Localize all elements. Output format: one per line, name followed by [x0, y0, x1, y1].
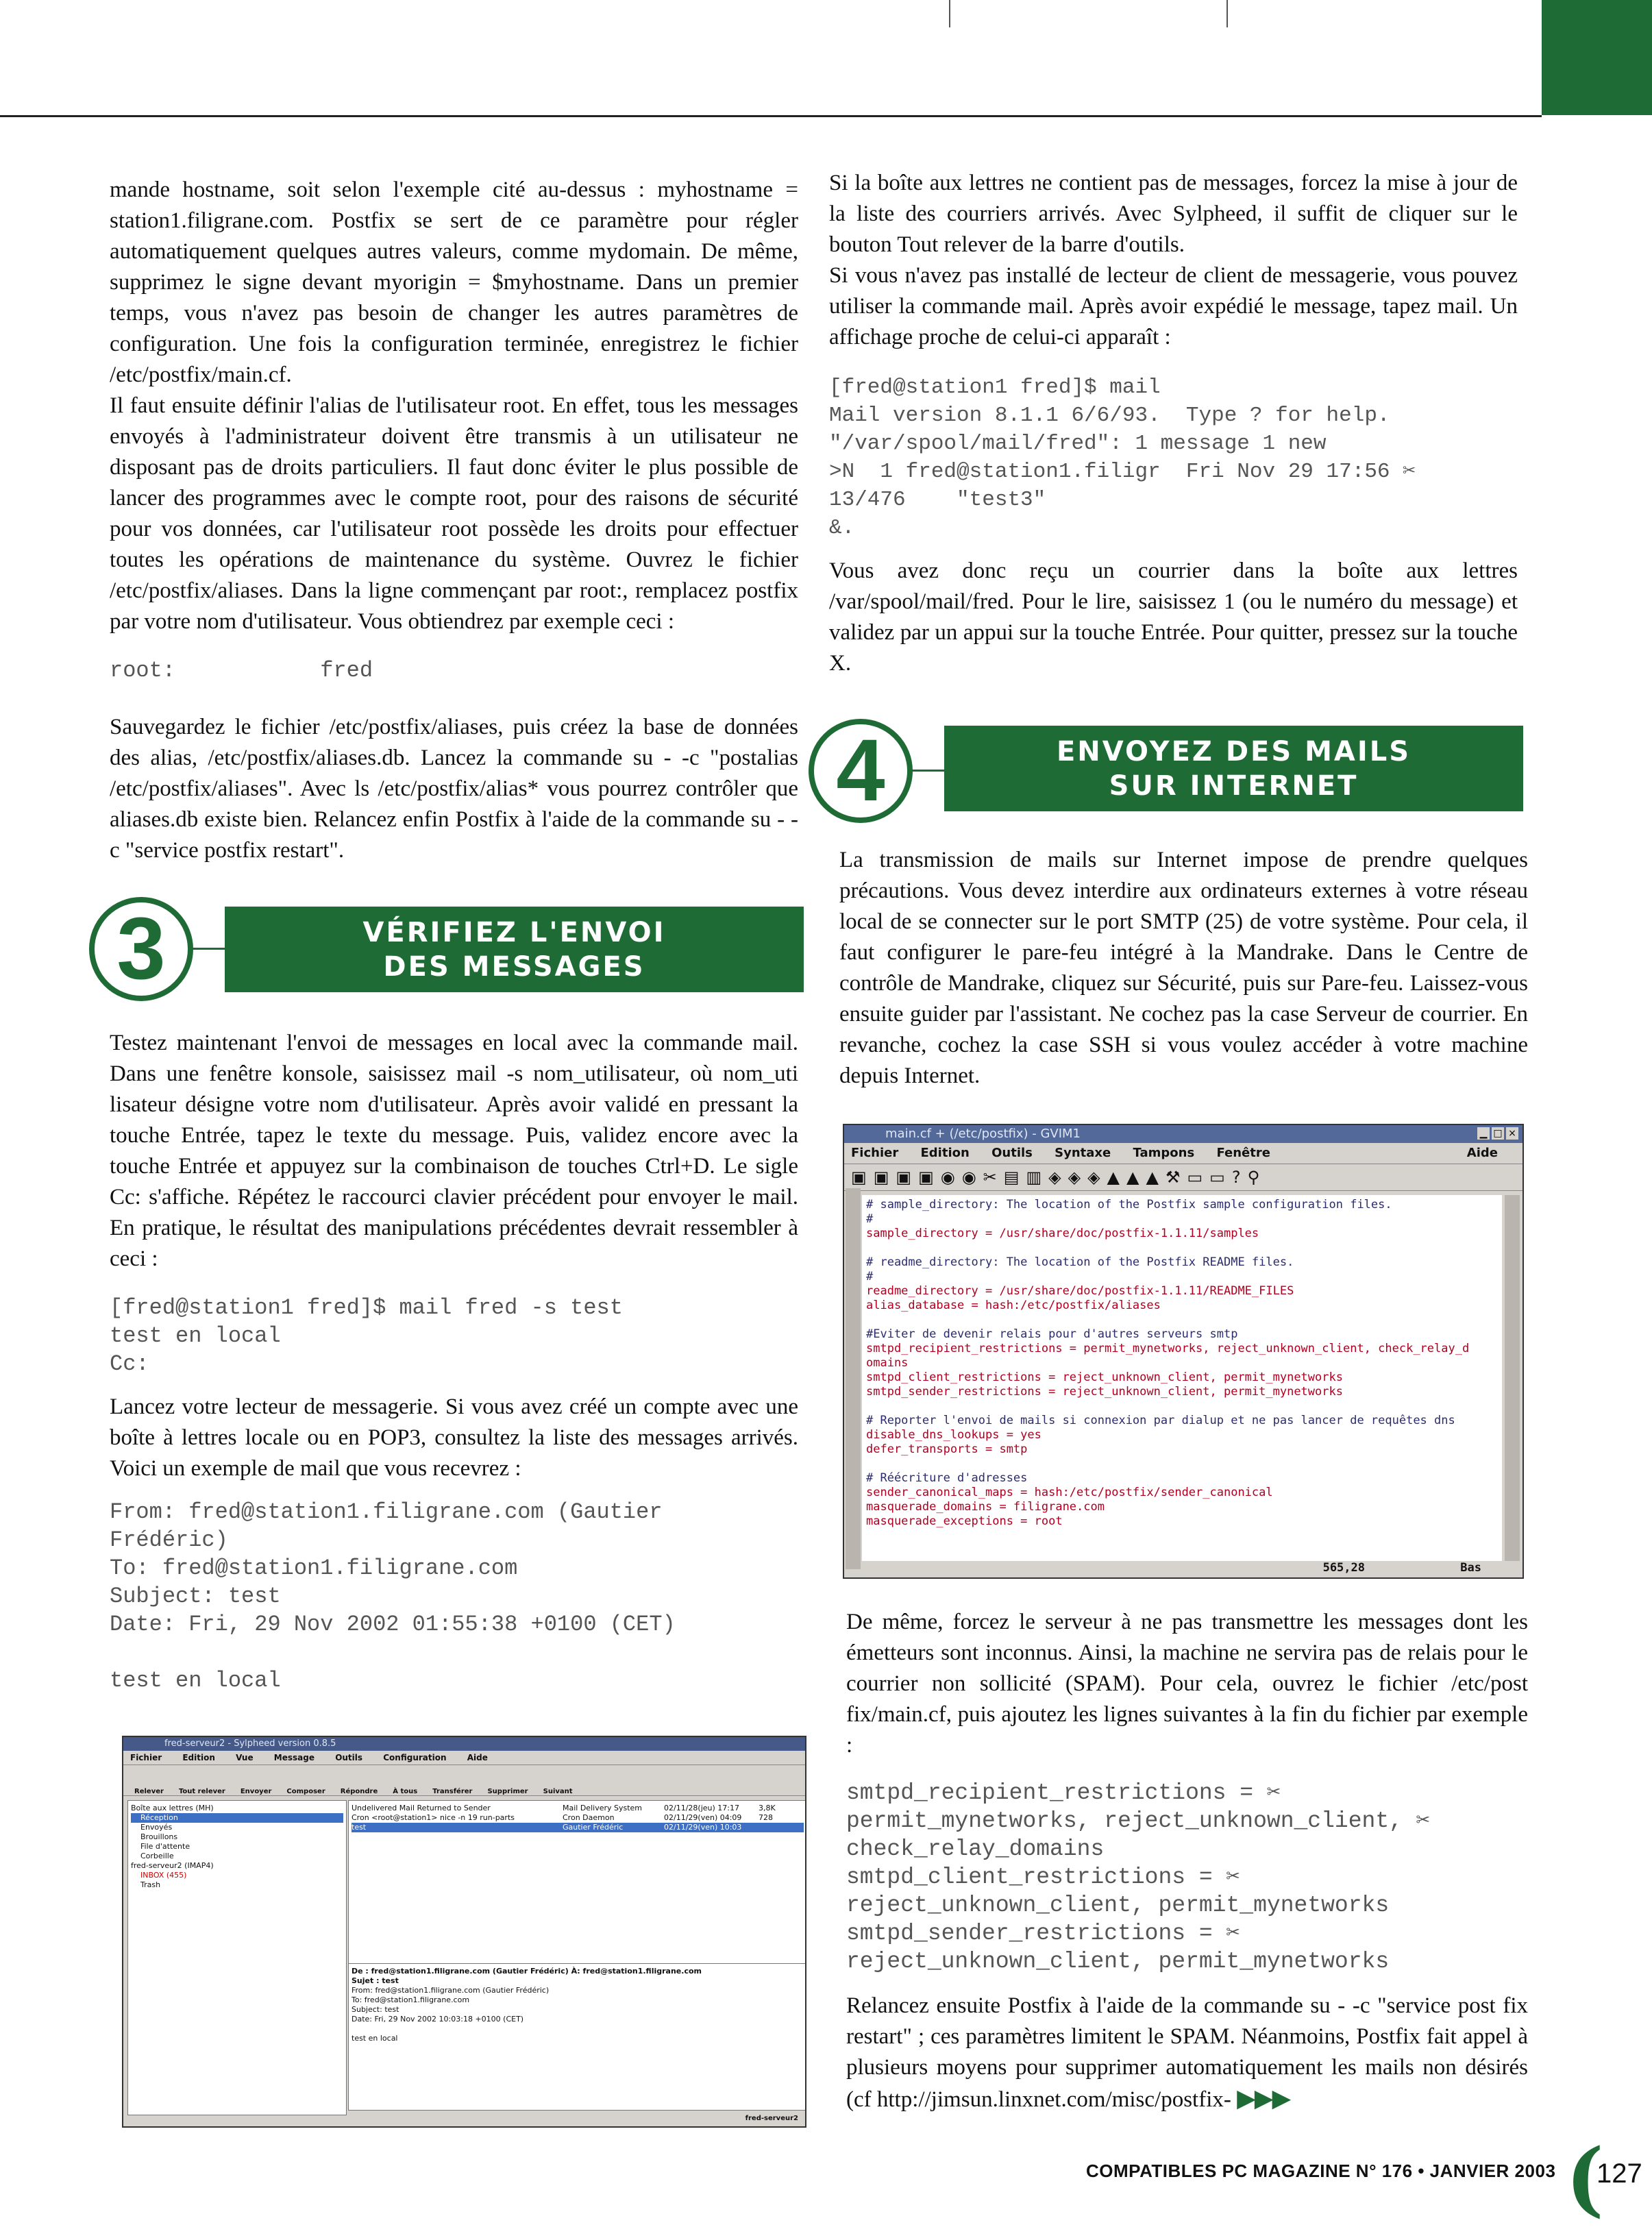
copy-icon[interactable]: ▤: [1003, 1168, 1020, 1187]
body-paragraph: Il faut ensuite définir l'alias de l'utilisateur root. En effet, tous les messages envoyés à l'administrateur doivent être transmis à un utilisateur ne disposant pas de droits particuliers. Il faut donc éviter le plus possible de lancer des programmes avec le compte root, pour des raisons de sécurité pour vos données, car l'utilisateur root possède les droits pour effectuer toutes les opérations de maintenance du système. Ouvrez le fichier /etc/postfix/aliases. Dans la ligne commençant par root:, remplacez postfix par votre nom d'utilisateur. Vous obtiendrez par exemple ceci :: [110, 393, 798, 634]
folder-item[interactable]: Corbeille: [140, 1852, 174, 1860]
message-list: [348, 1800, 806, 1965]
header-rule: [0, 115, 1542, 117]
body-paragraph: De même, forcez le serveur à ne pas transmettre les messages dont les émetteurs sont inconnus. Ainsi, la machine ne servira pas de relais pour le courrier non sollicité (SPAM). Pour cela, ouvrez le fichier /etc/post fix/main.cf, puis ajoutez les lignes suivantes à la fin du fichier par exemple :: [846, 1610, 1528, 1758]
body-paragraph: [846, 1991, 1528, 2115]
toolbar: [123, 1765, 805, 1796]
close-icon[interactable]: ×: [1506, 1127, 1518, 1140]
page-bracket-icon: (: [1566, 2130, 1604, 2226]
code-block: [fred@station1 fred]$ mail Mail version 8.1.1 6/6/93. Type ? for help. "/var/spool/mail/fred": 1 message 1 new >N 1 fred@station1.filigr Fri Nov 29 17:56 ✂ 13/476 "test3" &.: [829, 376, 1416, 540]
table-row[interactable]: [352, 1804, 804, 1813]
section-number-badge: [89, 897, 193, 1001]
editor-line: [866, 1399, 1498, 1414]
editor-line: # sample_directory: The location of the Postfix sample configuration files.: [866, 1198, 1392, 1212]
menu-item[interactable]: Fenêtre: [1216, 1146, 1270, 1160]
message-preview: [348, 1963, 806, 2111]
status-line: [862, 1561, 1502, 1576]
toolbar-button[interactable]: Répondre: [340, 1788, 378, 1795]
save-session-icon[interactable]: ▲: [1126, 1168, 1139, 1187]
code-block: smtpd_recipient_restrictions = ✂ permit_mynetworks, reject_unknown_client, ✂ check_relay_domains smtpd_client_restrictions = ✂ reject_unknown_client, permit_mynetworks smtpd_sender_restrictions = ✂ reject_unknown_client, permit_mynetworks: [846, 1780, 1430, 1974]
folder-item[interactable]: File d'attente: [140, 1842, 190, 1851]
menu-item[interactable]: Message: [273, 1753, 315, 1762]
window-controls: [1477, 1127, 1518, 1140]
editor-line: sample_directory = /usr/share/doc/postfix-1.1.11/samples: [866, 1227, 1259, 1240]
editor-line: masquerade_exceptions = root: [866, 1514, 1063, 1528]
menu-item[interactable]: Vue: [236, 1753, 254, 1762]
make-icon[interactable]: ⚒: [1165, 1168, 1181, 1187]
message-subject: test: [352, 1823, 367, 1832]
preview-line: From: fred@station1.filigrane.com (Gautier Frédéric): [352, 1986, 550, 1995]
editor-line: masquerade_domains = filigrane.com: [866, 1500, 1105, 1514]
section-number: 3: [116, 900, 166, 998]
find-help-icon[interactable]: ⚲: [1247, 1168, 1260, 1187]
message-size: 3,8K: [759, 1804, 776, 1812]
run-script-icon[interactable]: ▲: [1146, 1168, 1159, 1187]
toolbar-button[interactable]: Supprimer: [487, 1788, 528, 1795]
editor-line: omains: [866, 1356, 909, 1370]
crop-mark: [949, 0, 950, 27]
menu-item[interactable]: Tampons: [1133, 1146, 1195, 1160]
section-title-line: VÉRIFIEZ L'ENVOI: [362, 916, 666, 948]
menu-item[interactable]: Configuration: [383, 1753, 447, 1762]
left-column-lower: [110, 1028, 798, 1695]
find-prev-icon[interactable]: ◈: [1087, 1168, 1100, 1187]
redo-icon[interactable]: ◉: [961, 1168, 976, 1187]
menu-bar: [123, 1751, 805, 1765]
crop-mark: [1226, 0, 1228, 27]
preview-line: To: fred@station1.filigrane.com: [352, 1995, 470, 2004]
editor-line: # Réécriture d'adresses: [866, 1471, 1028, 1485]
preview-line: Date: Fri, 29 Nov 2002 10:03:18 +0100 (CET): [352, 2015, 524, 2024]
sylpheed-screenshot: [122, 1736, 806, 2128]
code-block: root: fred: [110, 658, 373, 683]
menu-item[interactable]: Outils: [991, 1146, 1033, 1160]
toolbar-button[interactable]: Composer: [286, 1788, 325, 1795]
folder-item[interactable]: Réception: [131, 1813, 343, 1823]
footer-magazine: COMPATIBLES PC MAGAZINE N° 176 • JANVIER 2003: [1086, 2161, 1556, 2181]
editor-line: smtpd_recipient_restrictions = permit_mynetworks, reject_unknown_client, check_relay_d: [866, 1342, 1470, 1355]
editor-line: smtpd_sender_restrictions = reject_unknown_client, permit_mynetworks: [866, 1385, 1343, 1399]
message-from: Cron Daemon: [563, 1813, 615, 1822]
editor-line: disable_dns_lookups = yes: [866, 1428, 1041, 1442]
body-text: Relancez ensuite Postfix à l'aide de la commande su - -c "service post fix restart" ; ces paramètres limitent le SPAM. Néanmoins, Postfix fait appel à plusieurs moyens pour supprimer automatiquement les mails non désirés (cf http://jimsun.linxnet.com/misc/postfix-: [846, 1993, 1528, 2112]
right-column-lower: [846, 1607, 1528, 2115]
toolbar-button[interactable]: Relever: [134, 1788, 164, 1795]
preview-line: De : fred@station1.filigrane.com (Gautier Frédéric) À: fred@station1.filigrane.com: [352, 1967, 702, 1976]
toolbar: [844, 1164, 1522, 1191]
preview-line: [352, 2024, 804, 2034]
menu-item-help[interactable]: Aide: [1466, 1146, 1498, 1160]
scroll-indicator: Bas: [1460, 1561, 1481, 1575]
window-title: fred-serveur2 - Sylpheed version 0.8.5: [164, 1738, 336, 1749]
section-3-header: [89, 894, 802, 1004]
menu-bar: [844, 1143, 1522, 1164]
section-4-header: [809, 716, 1521, 826]
paste-icon[interactable]: ▥: [1026, 1168, 1042, 1187]
message-subject: Undelivered Mail Returned to Sender: [352, 1804, 491, 1812]
body-paragraph: mande hostname, soit selon l'exemple cité au-dessus : myhostname = station1.filigrane.com. Postfix se sert de ce paramètre pour régler automatiquement quelques autres valeurs, comme mydomain. De même, supprimez le signe devant myorigin = $myhostname. Dans un premier temps, vous n'avez pas besoin de changer les autres paramètres de configuration. Une fois la configuration terminée, enregistrez le fichier /etc/postfix/main.cf.: [110, 177, 798, 387]
scrollbar-right[interactable]: [1505, 1195, 1520, 1561]
editor-text-area[interactable]: [862, 1195, 1502, 1561]
window-title: main.cf + (/etc/postfix) - GVIM1: [885, 1127, 1081, 1141]
minimize-icon[interactable]: ▁: [1477, 1127, 1490, 1140]
body-paragraph: Sauvegardez le fichier /etc/postfix/aliases, puis créez la base de données des alias, /etc/postfix/aliases.db. Lancez la commande su - -c "postalias /etc/postfix/aliases". Avec ls /etc/postfix/alias* vous pourrez contrôler que aliases.db existe bien. Relancez enfin Postfix à l'aide de la commande su - -c "service postfix restart".: [110, 715, 798, 863]
find-next-icon[interactable]: ◈: [1068, 1168, 1081, 1187]
section-title-box: [944, 726, 1523, 811]
continue-arrows-icon: ▶▶▶: [1237, 2085, 1290, 2112]
editor-line: smtpd_client_restrictions = reject_unknown_client, permit_mynetworks: [866, 1370, 1343, 1384]
folder-item[interactable]: fred-serveur2 (IMAP4): [131, 1861, 214, 1870]
replace-icon[interactable]: ◈: [1048, 1168, 1061, 1187]
page-number: 127: [1596, 2159, 1642, 2189]
code-block: [fred@station1 fred]$ mail fred -s test test en local Cc:: [110, 1295, 623, 1377]
folder-item[interactable]: Boîte aux lettres (MH): [131, 1804, 214, 1812]
message-date: 02/11/28(jeu) 17:17: [664, 1804, 739, 1812]
editor-line: [866, 1313, 1498, 1327]
folder-item[interactable]: INBOX (455): [140, 1871, 187, 1880]
header-green-block: [1542, 0, 1652, 115]
editor-line: defer_transports = smtp: [866, 1442, 1028, 1456]
message-date: 02/11/29(ven) 04:09: [664, 1813, 742, 1822]
section-title-line: ENVOYEZ DES MAILS: [1056, 735, 1411, 767]
body-paragraph: Vous avez donc reçu un courrier dans la boîte aux lettres /var/spool/mail/fred. Pour le lire, saisissez 1 (ou le numéro du message) et validez par un appui sur la touche Entrée. Pour quitter, pressez sur la touche X.: [829, 558, 1518, 676]
body-paragraph: Testez maintenant l'envoi de messages en local avec la commande mail. Dans une fenêtre konsole, saisissez mail -s nom_utilisateur, où nom_uti lisateur désigne votre nom d'utilisateur. Après avoir validé en pressant la touche Entrée, tapez le texte du message. Puis, validez encore avec la touche Entrée et appuyez sur la combinaison de touches Ctrl+D. Le sigle Cc: s'affiche. Répétez le raccourci clavier précédent pour envoyer le mail. En pratique, le résultat des manipulations précédentes devrait ressembler à ceci :: [110, 1031, 798, 1271]
section-title-box: [225, 907, 804, 992]
undo-icon[interactable]: ◉: [940, 1168, 955, 1187]
right-column: [829, 168, 1518, 679]
editor-line: sender_canonical_maps = hash:/etc/postfix/sender_canonical: [866, 1486, 1273, 1499]
shell-icon[interactable]: ▭: [1187, 1168, 1203, 1187]
window-titlebar: [123, 1737, 805, 1751]
editor-line: [866, 1241, 1498, 1255]
ctags-icon[interactable]: ▭: [1209, 1168, 1225, 1187]
menu-item[interactable]: Aide: [467, 1753, 488, 1762]
body-paragraph: Si vous n'avez pas installé de lecteur de client de messagerie, vous pouvez utiliser la commande mail. Après avoir expédié le message, tapez mail. Un affichage proche de celui-ci apparaît :: [829, 263, 1518, 349]
message-from: Mail Delivery System: [563, 1804, 643, 1812]
folder-item[interactable]: Envoyés: [140, 1823, 173, 1832]
preview-line: test en local: [352, 2034, 398, 2043]
body-paragraph: La transmission de mails sur Internet impose de prendre quelques précautions. Vous devez interdire aux ordinateurs externes à votre réseau local de se connecter sur le port SMTP (25) de votre système. Pour cela, il faut configurer le pare-feu intégré à la Mandrake. Dans le Centre de contrôle de Mandrake, cliquez sur Sécurité, puis sur Pare-feu. Laissez-vous ensuite guider par l'assistant. Ne cochez pas la case Serveur de courrier. En revanche, cochez la case SSH si vous voulez accéder à votre machine depuis Internet.: [839, 848, 1528, 1088]
open-icon[interactable]: ▣: [851, 1168, 867, 1187]
print-icon[interactable]: ▣: [918, 1168, 934, 1187]
table-row[interactable]: [352, 1813, 804, 1823]
table-row[interactable]: [352, 1823, 804, 1832]
section-title-line: SUR INTERNET: [1109, 770, 1359, 802]
load-session-icon[interactable]: ▲: [1107, 1168, 1120, 1187]
save-all-icon[interactable]: ▣: [896, 1168, 912, 1187]
section-number: 4: [836, 722, 885, 820]
editor-line: # Reporter l'envoi de mails si connexion par dialup et ne pas lancer de requêtes dns: [866, 1414, 1455, 1427]
menu-item[interactable]: Edition: [182, 1753, 215, 1762]
cursor-position: 565,28: [1322, 1561, 1365, 1575]
maximize-icon[interactable]: □: [1492, 1127, 1504, 1140]
message-date: 02/11/29(ven) 10:03: [664, 1823, 742, 1832]
section-title-line: DES MESSAGES: [383, 950, 645, 983]
left-column: [110, 175, 798, 866]
gvim-screenshot: [843, 1124, 1524, 1579]
section-number-badge: [809, 719, 913, 823]
menu-item[interactable]: Edition: [920, 1146, 970, 1160]
editor-line: alias_database = hash:/etc/postfix/aliases: [866, 1299, 1161, 1312]
right-column-middle: [839, 845, 1528, 1092]
toolbar-button[interactable]: Transférer: [432, 1788, 473, 1795]
body-paragraph: Si la boîte aux lettres ne contient pas de messages, forcez la mise à jour de la liste des courriers arrivés. Avec Sylpheed, il suffit de cliquer sur le bouton Tout relever de la barre d'outils.: [829, 171, 1518, 257]
message-size: 728: [759, 1813, 773, 1822]
folder-item[interactable]: Brouillons: [140, 1832, 178, 1841]
toolbar-button[interactable]: À tous: [393, 1788, 418, 1795]
editor-line: readme_directory = /usr/share/doc/postfix-1.1.11/README_FILES: [866, 1284, 1294, 1298]
cut-icon[interactable]: ✂: [983, 1168, 997, 1187]
menu-item[interactable]: Fichier: [851, 1146, 899, 1160]
message-from: Gautier Frédéric: [563, 1823, 624, 1832]
save-icon[interactable]: ▣: [873, 1168, 889, 1187]
editor-line: [866, 1457, 1498, 1471]
toolbar-button[interactable]: Suivant: [543, 1788, 573, 1795]
status-bar: fred-serveur2: [745, 2115, 798, 2122]
body-paragraph: Lancez votre lecteur de messagerie. Si vous avez créé un compte avec une boîte à lettres locale ou en POP3, consultez la liste des messages arrivés. Voici un exemple de mail que vous recevrez :: [110, 1394, 798, 1481]
code-block: From: fred@station1.filigrane.com (Gautier Frédéric) To: fred@station1.filigrane.com Subject: test Date: Fri, 29 Nov 2002 01:55:38 +0100 (CET) test en local: [110, 1499, 676, 1693]
editor-line: #: [866, 1212, 874, 1226]
menu-item[interactable]: Syntaxe: [1055, 1146, 1111, 1160]
editor-line: #Eviter de devenir relais pour d'autres serveurs smtp: [866, 1327, 1238, 1341]
editor-line: # readme_directory: The location of the Postfix README files.: [866, 1255, 1294, 1269]
window-titlebar: [844, 1125, 1522, 1143]
editor-line: #: [866, 1270, 874, 1283]
menu-item[interactable]: Fichier: [130, 1753, 162, 1762]
preview-line: Subject: test: [352, 2005, 399, 2014]
folder-tree: [127, 1800, 347, 2115]
help-icon[interactable]: ?: [1231, 1168, 1241, 1187]
toolbar-button[interactable]: Envoyer: [240, 1788, 272, 1795]
folder-item[interactable]: Trash: [140, 1880, 161, 1889]
message-subject: Cron <root@station1> nice -n 19 run-parts: [352, 1813, 515, 1822]
toolbar-button[interactable]: Tout relever: [178, 1788, 225, 1795]
menu-item[interactable]: Outils: [335, 1753, 363, 1762]
preview-line: Sujet : test: [352, 1976, 399, 1985]
scrollbar-left[interactable]: [846, 1188, 861, 1569]
